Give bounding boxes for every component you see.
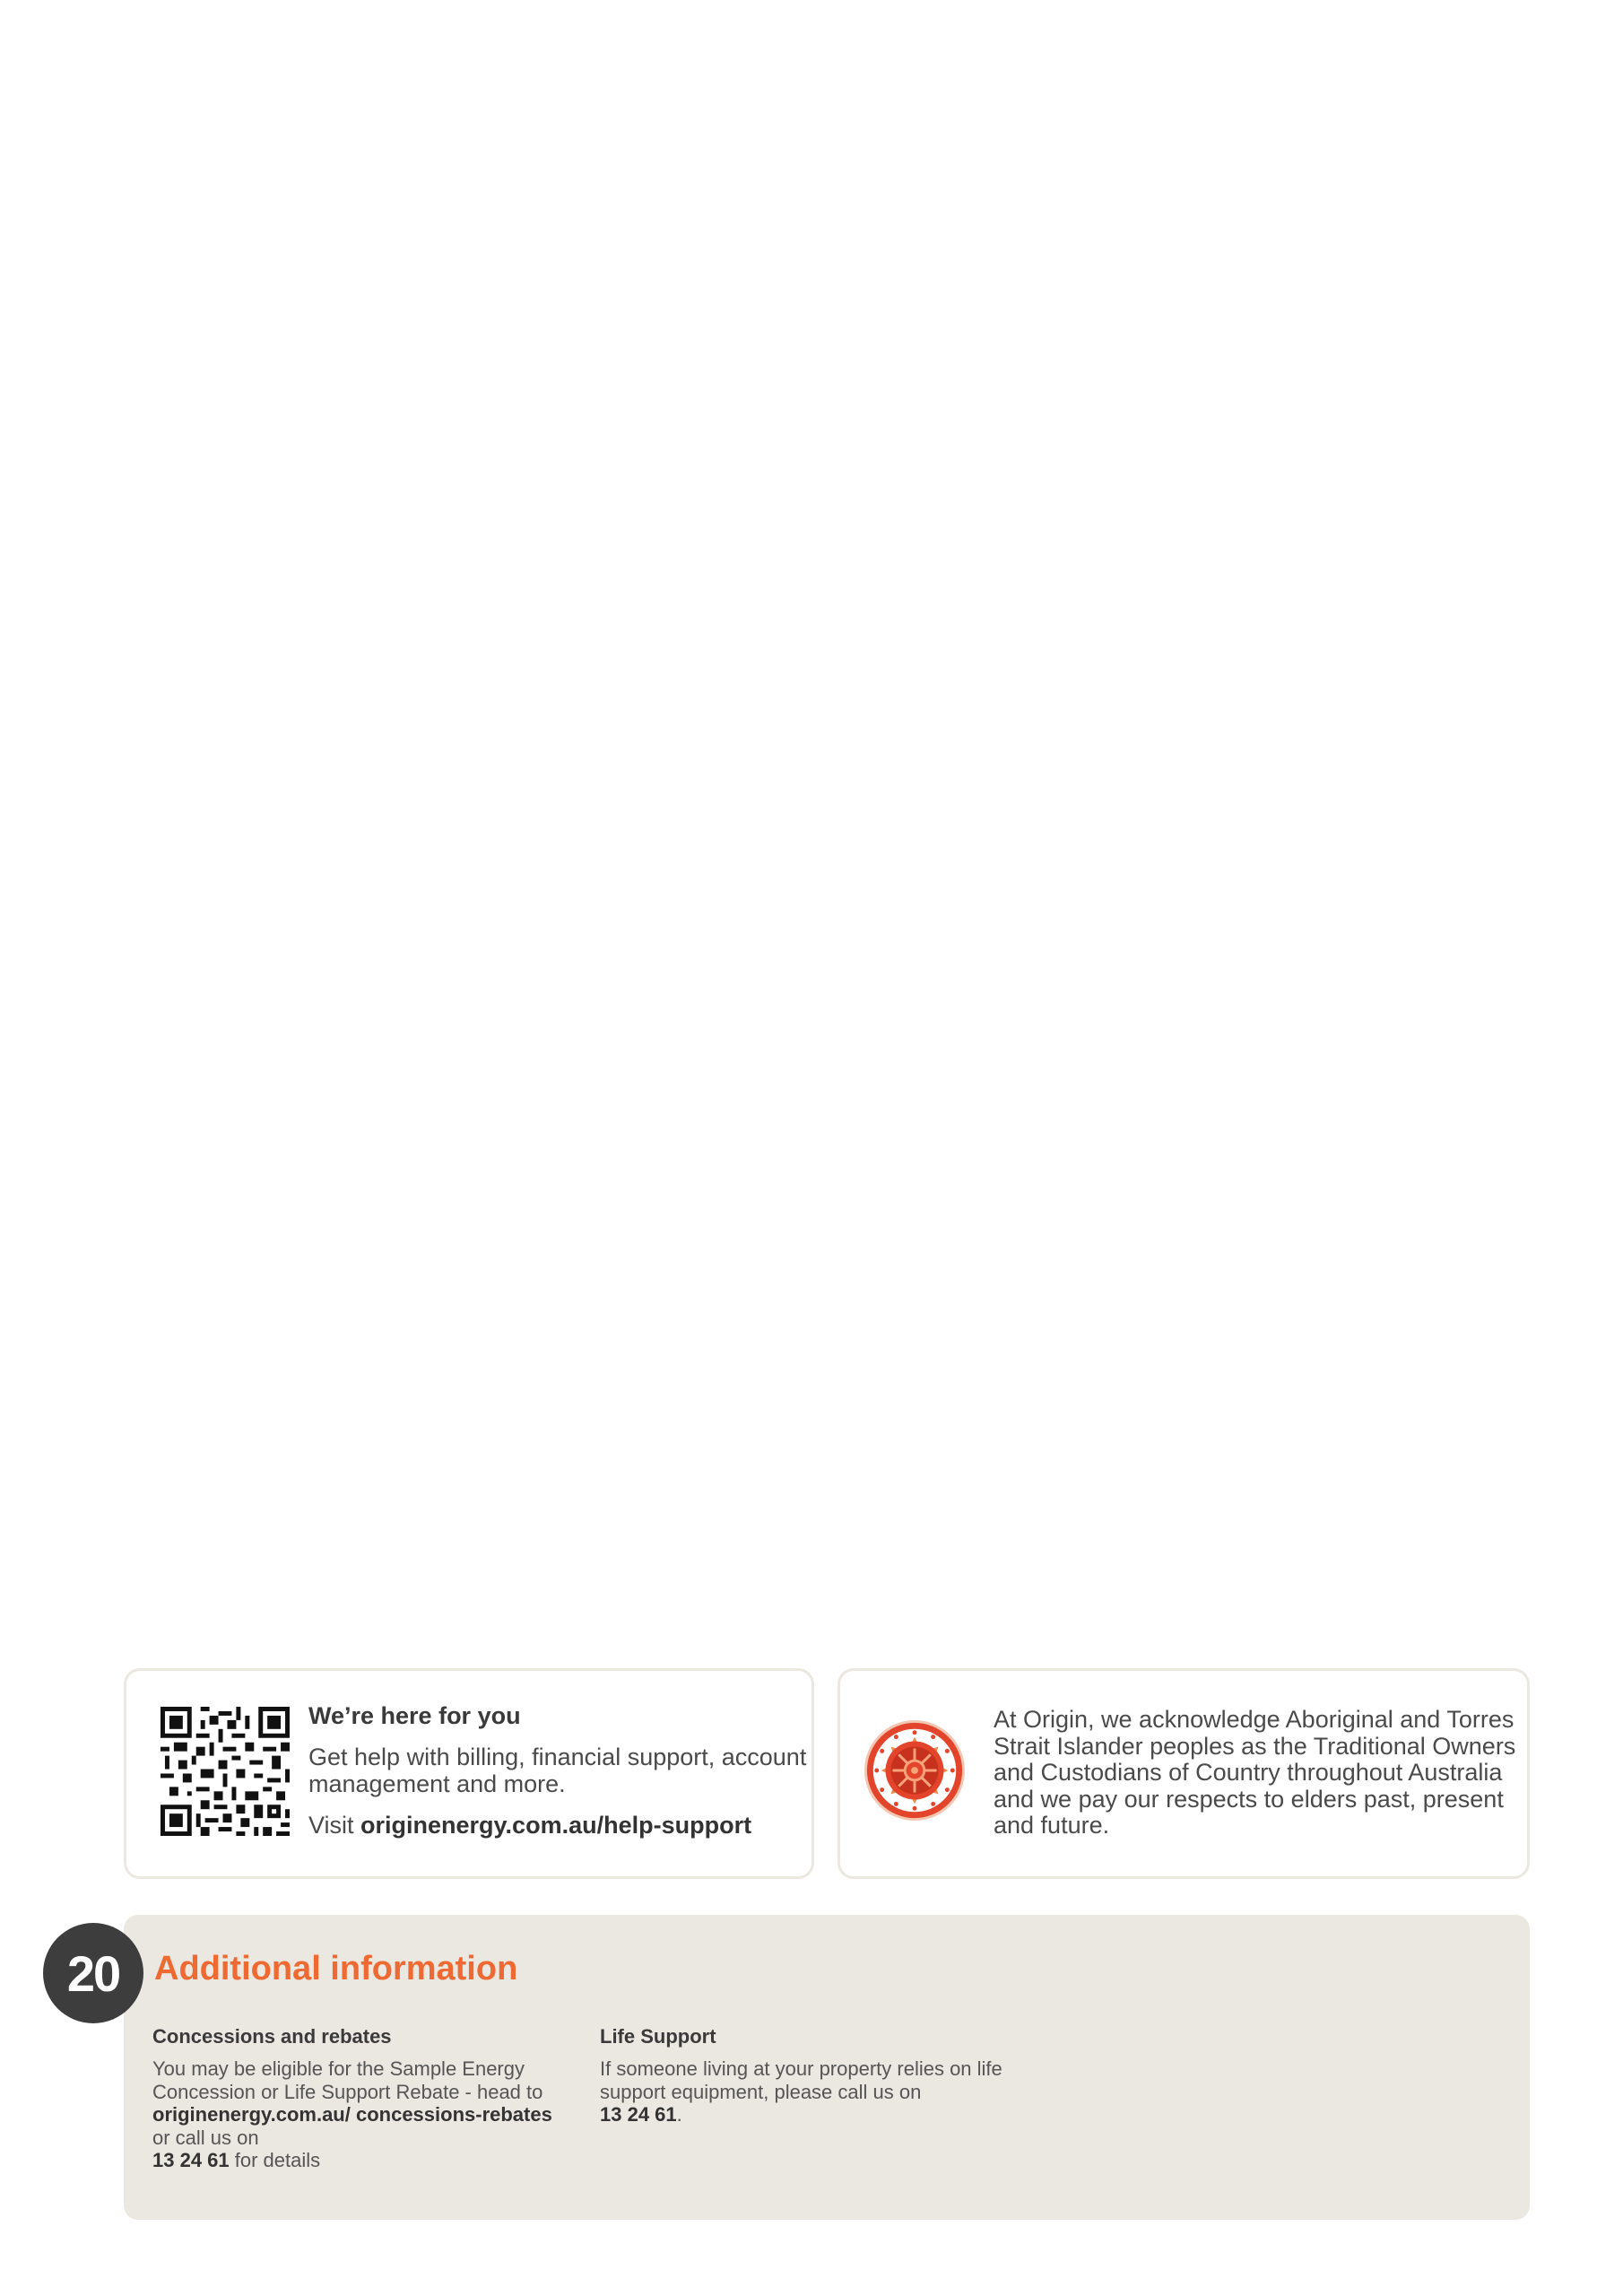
- life-support-text-1: If someone living at your property relies on life support equipment, please call us on: [600, 2057, 1002, 2103]
- life-support-phone[interactable]: 13 24 61: [600, 2103, 677, 2126]
- concessions-title: Concessions and rebates: [152, 2025, 392, 2048]
- concessions-text-2: or call us on: [152, 2126, 259, 2149]
- help-support-card: [124, 1668, 814, 1879]
- help-card-visit: [308, 1812, 811, 1839]
- help-support-link[interactable]: originenergy.com.au/help-support: [360, 1812, 752, 1839]
- life-support-text-2: .: [676, 2103, 682, 2126]
- concessions-phone[interactable]: 13 24 61: [152, 2149, 230, 2171]
- visit-prefix: Visit: [308, 1812, 361, 1839]
- life-support-title: Life Support: [600, 2025, 716, 2048]
- qr-code-icon[interactable]: [161, 1707, 290, 1836]
- acknowledgement-card: [838, 1668, 1530, 1879]
- section-number-badge: 20: [43, 1923, 143, 2023]
- concessions-body: [152, 2057, 565, 2172]
- life-support-body: [600, 2057, 1048, 2126]
- concessions-link[interactable]: originenergy.com.au/ concessions-rebates: [152, 2103, 552, 2126]
- help-card-title: We’re here for you: [308, 1702, 521, 1729]
- life-support-column: [600, 2025, 1048, 2126]
- help-card-body: Get help with billing, financial support, account management and more.: [308, 1744, 807, 1797]
- concessions-column: [152, 2025, 565, 2172]
- aboriginal-artwork-emblem-icon: [862, 1718, 968, 1823]
- concessions-text-1: You may be eligible for the Sample Energy Concession or Life Support Rebate - head to: [152, 2057, 543, 2103]
- concessions-text-3: for details: [229, 2149, 321, 2171]
- acknowledgement-text: At Origin, we acknowledge Aboriginal and Torres Strait Islander peoples as the Traditional Owners and Custodians of Country throughout Australia and we pay our respects to elders past, present and future.: [994, 1706, 1516, 1839]
- section-title: Additional information: [154, 1950, 518, 1987]
